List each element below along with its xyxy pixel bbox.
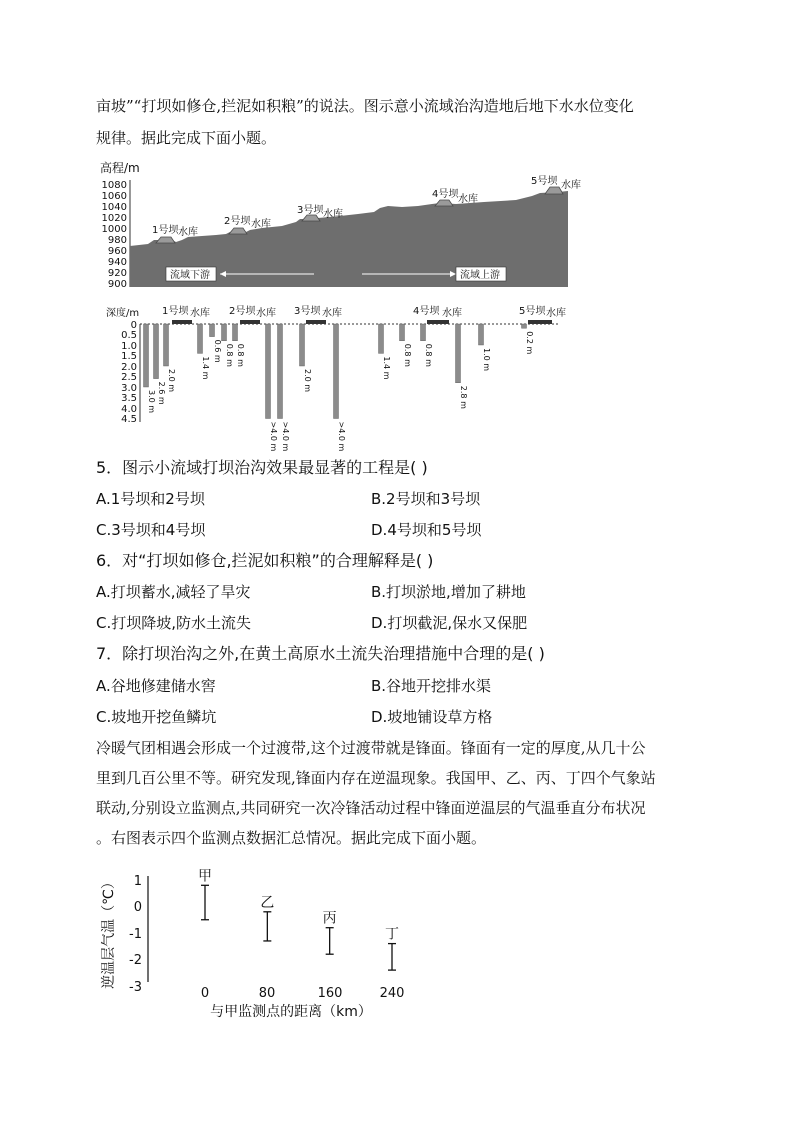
station-label: 丁 [385, 926, 399, 943]
intro2-line-3: 联动,分别设立监测点,共同研究一次冷锋活动过程中锋面逆温层的气温垂直分布状况 [96, 799, 646, 817]
depth-bar-label: >4.0 m [281, 421, 290, 452]
depth-bar [233, 324, 238, 341]
profile-ytick: 960 [107, 246, 127, 257]
depth-reservoir-label: 水库 [546, 308, 566, 319]
groundwater-depth-chart [96, 296, 576, 452]
depth-bar-label: 2.6 m [157, 381, 166, 405]
intro2-line-4: 。右图表示四个监测点数据汇总情况。据此完成下面小题。 [96, 829, 487, 847]
depth-ytick: 0.5 [121, 330, 137, 341]
question-6-option-d[interactable]: D.打坝截泥,保水又保肥 [371, 614, 528, 632]
question-5-stem: 5．图示小流域打坝治沟效果最显著的工程是( ) [96, 458, 428, 477]
profile-ytick: 1000 [101, 224, 127, 235]
profile-reservoir-label: 水库 [178, 227, 198, 238]
depth-dam-label: 4号坝 [413, 306, 440, 317]
dam-2-block [240, 320, 260, 324]
depth-bar-label: >4.0 m [337, 421, 346, 452]
profile-ytick: 1040 [101, 202, 127, 213]
profile-ytick: 1080 [101, 180, 127, 191]
depth-dam-label: 1号坝 [162, 306, 189, 317]
depth-bar-label: 0.8 m [225, 343, 234, 367]
intro-line-1: 亩坡”“打坝如修仓,拦泥如积粮”的说法。图示意小流域治沟造地后地下水水位变化 [96, 97, 634, 115]
depth-bar [479, 324, 484, 345]
depth-bar [154, 324, 159, 379]
depth-bar [144, 324, 149, 387]
downstream-label: 流域下游 [170, 270, 210, 281]
profile-dam-label: 4号坝 [432, 189, 459, 200]
depth-reservoir-label: 水库 [442, 308, 462, 319]
depth-reservoir-label: 水库 [256, 308, 276, 319]
depth-bar [334, 324, 339, 419]
depth-bar [421, 324, 426, 341]
dam-1-block [172, 320, 192, 324]
depth-bar-label: 3.0 m [147, 390, 156, 414]
question-7-option-b[interactable]: B.谷地开挖排水渠 [371, 677, 492, 695]
question-6-option-c[interactable]: C.打坝降坡,防水土流失 [96, 614, 252, 632]
profile-ytick: 1060 [101, 191, 127, 202]
depth-bar [456, 324, 461, 383]
intro-line-2: 规律。据此完成下面小题。 [96, 129, 277, 147]
station-label: 乙 [260, 894, 275, 911]
depth-bar-label: 0.6 m [213, 339, 222, 363]
profile-ytick: 900 [107, 279, 127, 290]
depth-bar [210, 324, 215, 337]
depth-ytick: 3.5 [121, 393, 137, 404]
depth-ylabel: 深度/m [106, 308, 140, 319]
depth-ytick: 2.5 [121, 372, 137, 383]
dam-3-block [306, 320, 326, 324]
depth-bar-label: >4.0 m [269, 421, 278, 452]
profile-dam-label: 1号坝 [152, 225, 179, 236]
depth-bar-label: 2.0 m [303, 369, 312, 393]
question-5-option-d[interactable]: D.4号坝和5号坝 [371, 521, 482, 539]
question-7-option-c[interactable]: C.坡地开挖鱼鳞坑 [96, 708, 217, 726]
profile-ylabel: 高程/m [100, 161, 140, 175]
temp-ylabel: 逆温层气温（℃） [101, 875, 117, 989]
dam-1-shape [156, 237, 175, 243]
depth-dam-label: 5号坝 [519, 306, 546, 317]
upstream-label: 流域上游 [460, 270, 500, 281]
temp-ytick: -2 [129, 953, 142, 968]
temp-ytick: -3 [129, 980, 142, 995]
question-7-option-a[interactable]: A.谷地修建储水窖 [96, 677, 216, 695]
question-7-option-d[interactable]: D.坡地铺设草方格 [371, 708, 493, 726]
intro2-line-1: 冷暖气团相遇会形成一个过渡带,这个过渡带就是锋面。锋面有一定的厚度,从几十公 [96, 739, 646, 757]
depth-ytick: 2.0 [121, 362, 137, 373]
question-5-option-a[interactable]: A.1号坝和2号坝 [96, 490, 205, 508]
profile-dam-label: 5号坝 [531, 176, 558, 187]
depth-bar-label: 2.8 m [459, 385, 468, 409]
dam-5-block [528, 320, 552, 324]
temp-xtick: 80 [258, 986, 276, 1001]
depth-ytick: 1.0 [121, 341, 137, 352]
question-6-option-b[interactable]: B.打坝淤地,增加了耕地 [371, 583, 526, 601]
depth-dam-label: 3号坝 [294, 306, 321, 317]
depth-bar [164, 324, 169, 366]
station-label: 甲 [198, 868, 212, 885]
depth-bar [379, 324, 384, 353]
depth-bar [400, 324, 405, 341]
question-6-option-a[interactable]: A.打坝蓄水,减轻了旱灾 [96, 583, 251, 601]
depth-ytick: 0 [130, 320, 137, 331]
intro2-line-2: 里到几百公里不等。研究发现,锋面内存在逆温现象。我国甲、乙、丙、丁四个气象站 [96, 769, 656, 787]
depth-ytick: 3.0 [121, 383, 137, 394]
profile-dam-label: 2号坝 [224, 216, 251, 227]
profile-reservoir-label: 水库 [323, 209, 343, 220]
depth-bar-label: 1.4 m [382, 356, 391, 380]
profile-ytick: 1020 [101, 213, 127, 224]
question-7-stem: 7．除打坝治沟之外,在黄土高原水土流失治理措施中合理的是( ) [96, 644, 545, 663]
depth-bar-label: 0.2 m [525, 331, 534, 355]
profile-ytick: 920 [107, 268, 127, 279]
profile-ytick: 940 [107, 257, 127, 268]
depth-dam-label: 2号坝 [229, 306, 256, 317]
depth-bar [266, 324, 271, 419]
temp-ytick: 1 [133, 874, 142, 889]
depth-bar [278, 324, 283, 419]
depth-reservoir-label: 水库 [190, 308, 210, 319]
profile-dam-label: 3号坝 [297, 205, 324, 216]
question-5-option-b[interactable]: B.2号坝和3号坝 [371, 490, 481, 508]
depth-bar-label: 1.4 m [201, 356, 210, 380]
dam-2-shape [229, 228, 247, 234]
question-5-option-c[interactable]: C.3号坝和4号坝 [96, 521, 206, 539]
depth-bar [522, 324, 527, 328]
depth-bar-label: 0.8 m [403, 343, 412, 367]
temp-xtick: 160 [317, 986, 343, 1001]
depth-reservoir-label: 水库 [322, 308, 342, 319]
profile-reservoir-label: 水库 [561, 180, 581, 191]
elevation-profile-chart [96, 160, 581, 290]
temp-xlabel: 与甲监测点的距离（km） [210, 1004, 372, 1020]
inversion-temperature-chart [96, 858, 426, 1028]
temp-xtick: 0 [200, 986, 210, 1001]
temp-ytick: 0 [133, 900, 142, 915]
profile-ytick: 980 [107, 235, 127, 246]
profile-reservoir-label: 水库 [251, 219, 271, 230]
depth-ytick: 4.5 [121, 414, 137, 425]
question-6-stem: 6．对“打坝如修仓,拦泥如积粮”的合理解释是( ) [96, 551, 434, 570]
depth-bar [198, 324, 203, 353]
dam-4-block [427, 320, 449, 324]
dam-4-shape [435, 200, 453, 206]
depth-ytick: 4.0 [121, 404, 137, 415]
depth-bar-label: 0.8 m [236, 343, 245, 367]
depth-bar-label: 1.0 m [482, 348, 491, 372]
temp-xtick: 240 [379, 986, 405, 1001]
depth-bar-label: 2.0 m [167, 369, 176, 393]
depth-ytick: 1.5 [121, 351, 137, 362]
depth-bar-label: 0.8 m [424, 343, 433, 367]
depth-bar [222, 324, 227, 341]
profile-reservoir-label: 水库 [458, 194, 478, 205]
temp-ytick: -1 [129, 927, 142, 942]
station-label: 丙 [322, 910, 337, 927]
depth-bar [300, 324, 305, 366]
